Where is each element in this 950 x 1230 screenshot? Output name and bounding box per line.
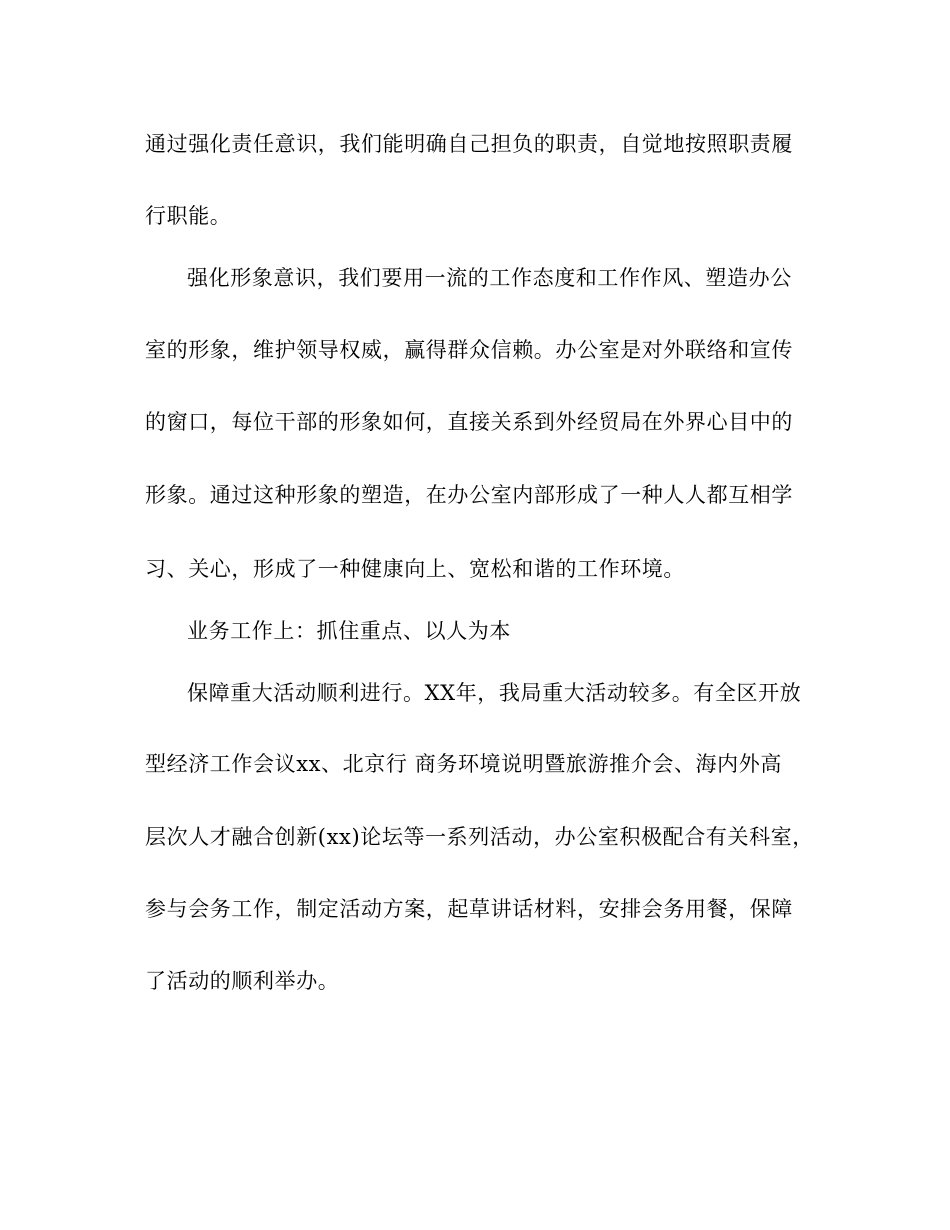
paragraph-3-line-1: 保障重大活动顺利进行。XX年，我局重大活动较多。有全区开放 (187, 681, 802, 705)
paragraph-2-line-3: 的窗口，每位干部的形象如何，直接关系到外经贸局在外界心目中的 (145, 410, 793, 434)
paragraph-2-line-2: 室的形象，维护领导权威，赢得群众信赖。办公室是对外联络和宣传 (145, 338, 793, 362)
paragraph-3-line-3: 层次人才融合创新(xx)论坛等一系列活动，办公室积极配合有关科室， (145, 825, 814, 849)
section-heading: 业务工作上：抓住重点、以人为本 (187, 619, 511, 643)
paragraph-1-line-1: 通过强化责任意识，我们能明确自己担负的职责，自觉地按照职责履 (145, 132, 793, 156)
paragraph-2-line-4: 形象。通过这种形象的塑造，在办公室内部形成了一种人人都互相学 (145, 483, 793, 507)
paragraph-1-line-2: 行职能。 (145, 204, 232, 228)
paragraph-2-line-1: 强化形象意识，我们要用一流的工作态度和工作作风、塑造办公 (187, 266, 792, 290)
paragraph-3-line-5: 了活动的顺利举办。 (145, 969, 340, 993)
paragraph-3-line-4: 参与会务工作，制定活动方案，起草讲话材料，安排会务用餐，保障 (145, 897, 793, 921)
paragraph-2-line-5: 习、关心，形成了一种健康向上、宽松和谐的工作环境。 (145, 557, 685, 581)
paragraph-3-line-2: 型经济工作会议xx、北京行 商务环境说明暨旅游推介会、海内外高 (145, 752, 782, 776)
